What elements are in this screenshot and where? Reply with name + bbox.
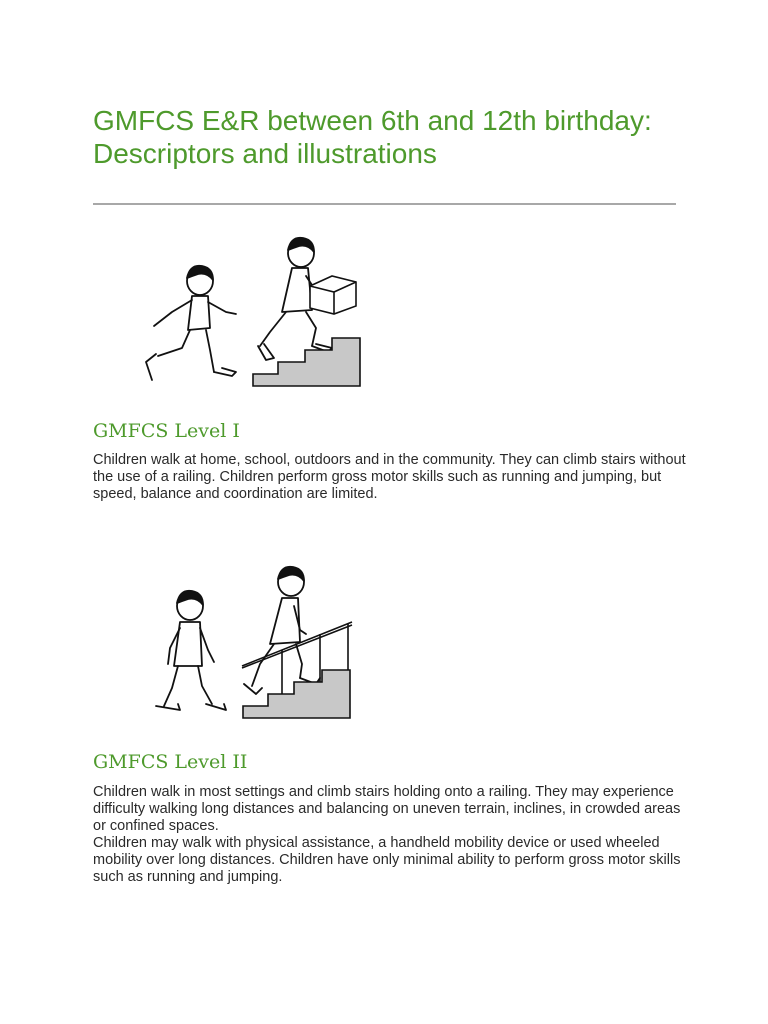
- title-divider: [93, 203, 676, 205]
- level-1-heading: GMFCS Level I: [93, 420, 240, 442]
- level-1-description: [93, 452, 693, 503]
- level-2-paragraph-1: Children walk in most settings and climb stairs holding onto a railing. They may experience difficulty walking long distances and balancing on uneven terrain, inclines, in crowded areas or confined spaces.: [93, 784, 681, 834]
- level-2-paragraph-2: Children may walk with physical assistance, a handheld mobility device or used wheeled mobility over long distances. Children have only minimal ability to perform gross motor skills such as running and jumping.: [93, 835, 681, 885]
- carried-box: [310, 276, 356, 314]
- walking-child-figure: [156, 591, 226, 710]
- level-2-illustration: [110, 560, 430, 730]
- level-1-illustration: [110, 228, 430, 398]
- level-2-description: [93, 784, 693, 886]
- railing-stairs-block: [243, 670, 350, 718]
- running-child-figure: [146, 266, 236, 380]
- level-2-heading: GMFCS Level II: [93, 751, 248, 773]
- level-1-paragraph: Children walk at home, school, outdoors and in the community. They can climb stairs without the use of a railing. Children perform gross motor skills such as running and jumping, but speed, balance and coordination are limited.: [93, 452, 686, 502]
- document-title: GMFCS E&R between 6th and 12th birthday: Descriptors and illustrations: [93, 105, 652, 169]
- stairs-block: [253, 338, 360, 386]
